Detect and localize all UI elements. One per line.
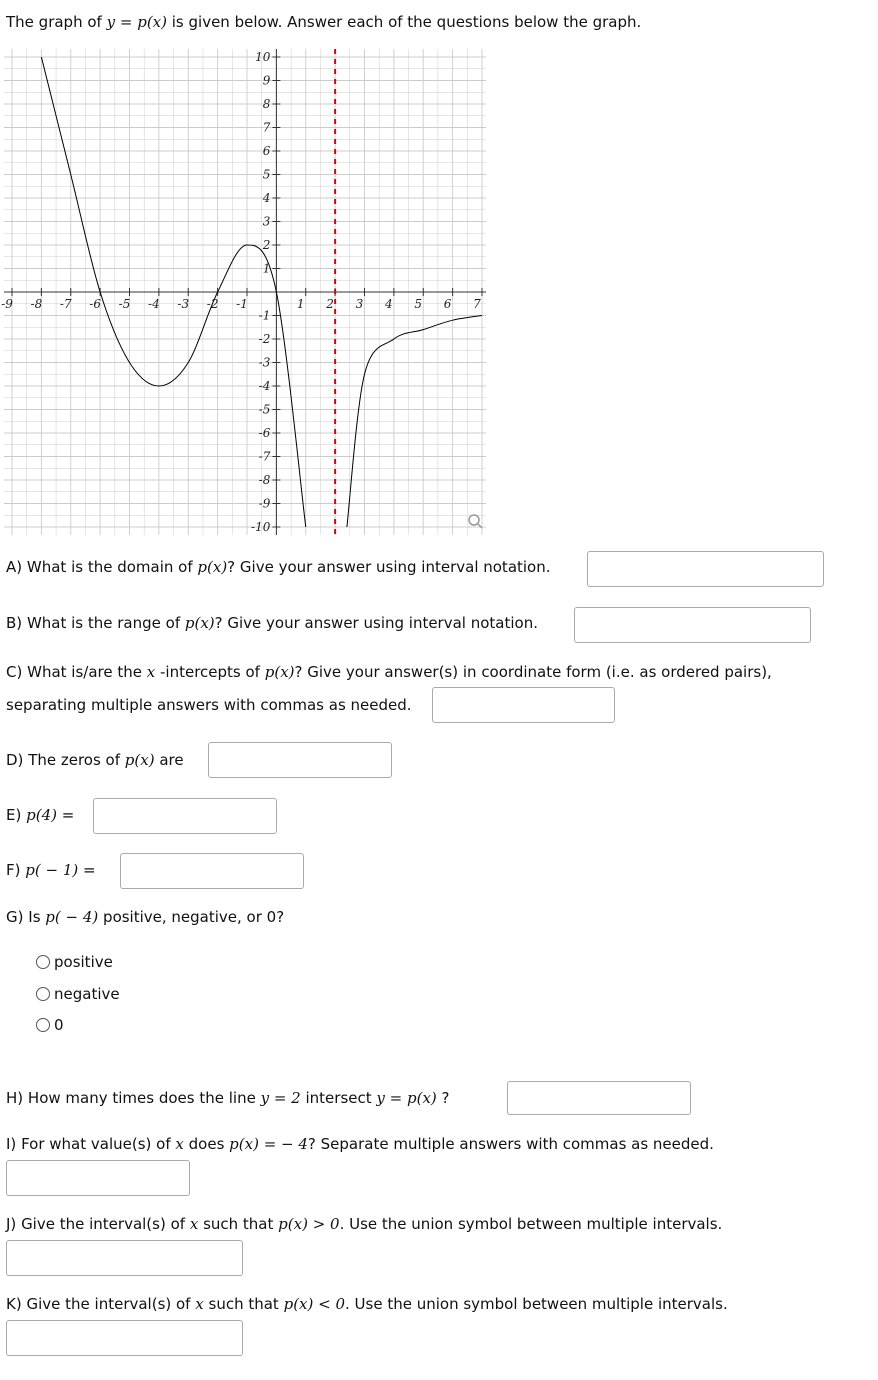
question-h-text3: ? xyxy=(441,1089,450,1107)
answer-d-input[interactable] xyxy=(208,742,392,778)
question-j-var: x xyxy=(189,1215,199,1233)
x-tick-label: 3 xyxy=(355,297,364,311)
answer-f-input[interactable] xyxy=(120,853,304,889)
question-c-var: x xyxy=(146,663,156,681)
question-a-text1: What is the domain of xyxy=(26,558,193,576)
question-i-text3: ? Separate multiple answers with commas as needed. xyxy=(307,1135,714,1153)
x-tick-label: 6 xyxy=(443,297,452,311)
question-f-eq: = xyxy=(83,861,96,879)
option-negative[interactable] xyxy=(36,985,120,1003)
question-a xyxy=(6,558,551,576)
question-k-text1: Give the interval(s) of xyxy=(26,1295,191,1313)
question-i-label: I) xyxy=(6,1135,17,1153)
answer-e-input[interactable] xyxy=(93,798,277,834)
y-tick-label: 2 xyxy=(262,238,271,252)
answer-k-input[interactable] xyxy=(6,1320,243,1356)
y-tick-label: -7 xyxy=(258,449,271,464)
x-tick-label: -9 xyxy=(1,297,13,311)
question-a-func: p(x) xyxy=(197,558,228,576)
x-tick-label: -5 xyxy=(118,297,131,311)
answer-a-input[interactable] xyxy=(587,551,824,587)
question-h-eq2: y = p(x) xyxy=(376,1089,437,1107)
intro-eq-func: p(x) xyxy=(137,13,167,31)
x-tick-label: -7 xyxy=(59,297,72,311)
x-tick-label: 7 xyxy=(473,297,481,311)
question-k xyxy=(6,1295,728,1313)
question-e-label: E) xyxy=(6,806,22,824)
question-i-text1: For what value(s) of xyxy=(21,1135,171,1153)
y-tick-label: 4 xyxy=(262,191,271,205)
question-b-text2: ? Give your answer using interval notation. xyxy=(214,614,538,632)
magnifier-icon[interactable] xyxy=(469,515,482,528)
y-tick-label: -6 xyxy=(258,426,271,440)
question-g-label: G) xyxy=(6,908,24,926)
intro-text xyxy=(6,13,641,31)
option-negative-label: negative xyxy=(54,985,120,1003)
question-h xyxy=(6,1089,450,1107)
question-g xyxy=(6,908,284,926)
question-c-text2: -intercepts of xyxy=(160,663,260,681)
y-tick-label: 1 xyxy=(262,261,271,276)
question-k-label: K) xyxy=(6,1295,22,1313)
question-e-func: p(4) xyxy=(26,806,57,824)
question-g-text1: Is xyxy=(28,908,41,926)
y-tick-label: -3 xyxy=(258,355,271,370)
question-e-eq: = xyxy=(61,806,75,824)
x-tick-label: 5 xyxy=(414,297,423,311)
y-tick-label: 7 xyxy=(262,120,271,135)
question-f-func: p( − 1) xyxy=(25,861,79,879)
question-k-text2: such that xyxy=(208,1295,279,1313)
y-tick-label: 5 xyxy=(262,167,271,182)
question-d-text2: are xyxy=(159,751,184,769)
x-tick-label: -6 xyxy=(89,297,101,311)
y-tick-label: -4 xyxy=(258,379,271,393)
question-k-text3: . Use the union symbol between multiple intervals. xyxy=(345,1295,728,1313)
question-d-label: D) xyxy=(6,751,24,769)
question-d-func: p(x) xyxy=(124,751,155,769)
intro-eq-var: y xyxy=(106,13,116,31)
y-tick-label: 10 xyxy=(255,50,271,64)
y-tick-label: -8 xyxy=(258,473,271,487)
question-h-text1: How many times does the line xyxy=(27,1089,256,1107)
intro-eq-sym: = xyxy=(119,13,133,31)
x-tick-label: 1 xyxy=(296,297,305,311)
question-i-var: x xyxy=(175,1135,184,1153)
question-a-text2: ? Give your answer using interval notation. xyxy=(227,558,551,576)
radio-zero[interactable] xyxy=(36,1018,50,1032)
y-tick-label: -9 xyxy=(258,496,271,511)
option-zero[interactable] xyxy=(36,1016,64,1034)
x-tick-label: -3 xyxy=(177,297,190,311)
question-j-text1: Give the interval(s) of xyxy=(21,1215,186,1233)
y-tick-label: -1 xyxy=(258,308,271,323)
question-j-text2: such that xyxy=(203,1215,274,1233)
graph-axes xyxy=(4,49,486,535)
question-e xyxy=(6,806,74,824)
x-tick-label: -1 xyxy=(236,297,248,311)
question-j-eq: p(x) > 0 xyxy=(278,1215,340,1233)
question-j-label: J) xyxy=(6,1215,17,1233)
x-tick-label: -2 xyxy=(206,297,219,311)
y-tick-label: 3 xyxy=(262,214,271,229)
question-j xyxy=(6,1215,722,1233)
question-k-eq: p(x) < 0 xyxy=(283,1295,346,1313)
question-i-eq: p(x) = − 4 xyxy=(229,1135,308,1153)
question-b-text1: What is the range of xyxy=(26,614,181,632)
question-i-text2: does xyxy=(188,1135,225,1153)
question-c xyxy=(6,663,772,681)
question-c-text3: ? Give your answer(s) in coordinate form (i.e. as ordered pairs), xyxy=(294,663,772,681)
y-tick-label: 8 xyxy=(262,97,271,111)
y-tick-label: -10 xyxy=(251,520,271,534)
question-c-func: p(x) xyxy=(264,663,295,681)
question-g-func: p( − 4) xyxy=(45,908,99,926)
question-h-label: H) xyxy=(6,1089,24,1107)
question-f xyxy=(6,861,96,879)
question-a-label: A) xyxy=(6,558,23,576)
intro-prefix: The graph of xyxy=(6,13,102,31)
question-d xyxy=(6,751,184,769)
radio-negative[interactable] xyxy=(36,987,50,1001)
question-h-text2: intersect xyxy=(305,1089,372,1107)
option-positive[interactable] xyxy=(36,953,113,971)
y-tick-label: -2 xyxy=(258,332,271,346)
answer-b-input[interactable] xyxy=(574,607,811,643)
question-d-text1: The zeros of xyxy=(28,751,121,769)
question-h-eq1: y = 2 xyxy=(260,1089,301,1107)
y-tick-label: 9 xyxy=(262,73,271,88)
question-k-var: x xyxy=(195,1295,204,1313)
answer-i-input[interactable] xyxy=(6,1160,190,1196)
function-graph xyxy=(0,45,490,537)
intro-suffix: is given below. Answer each of the questions below the graph. xyxy=(171,13,642,31)
question-c-label: C) xyxy=(6,663,23,681)
y-tick-label: -5 xyxy=(258,402,271,417)
question-j-text3: . Use the union symbol between multiple intervals. xyxy=(339,1215,723,1233)
answer-c-input[interactable] xyxy=(432,687,615,723)
question-b xyxy=(6,614,538,632)
option-zero-label: 0 xyxy=(54,1016,64,1034)
option-positive-label: positive xyxy=(54,953,113,971)
question-c-line2: separating multiple answers with commas as needed. xyxy=(6,696,412,714)
answer-h-input[interactable] xyxy=(507,1081,691,1115)
question-c-text1: What is/are the xyxy=(27,663,142,681)
radio-positive[interactable] xyxy=(36,955,50,969)
question-i xyxy=(6,1135,714,1153)
x-tick-label: 4 xyxy=(385,297,393,311)
answer-j-input[interactable] xyxy=(6,1240,243,1276)
x-tick-label: 2 xyxy=(326,297,334,311)
x-tick-label: -8 xyxy=(30,297,43,311)
question-b-func: p(x) xyxy=(184,614,215,632)
y-tick-label: 6 xyxy=(262,144,271,158)
question-b-label: B) xyxy=(6,614,23,632)
question-g-text2: positive, negative, or 0? xyxy=(103,908,285,926)
x-tick-label: -4 xyxy=(148,297,160,311)
question-f-label: F) xyxy=(6,861,21,879)
